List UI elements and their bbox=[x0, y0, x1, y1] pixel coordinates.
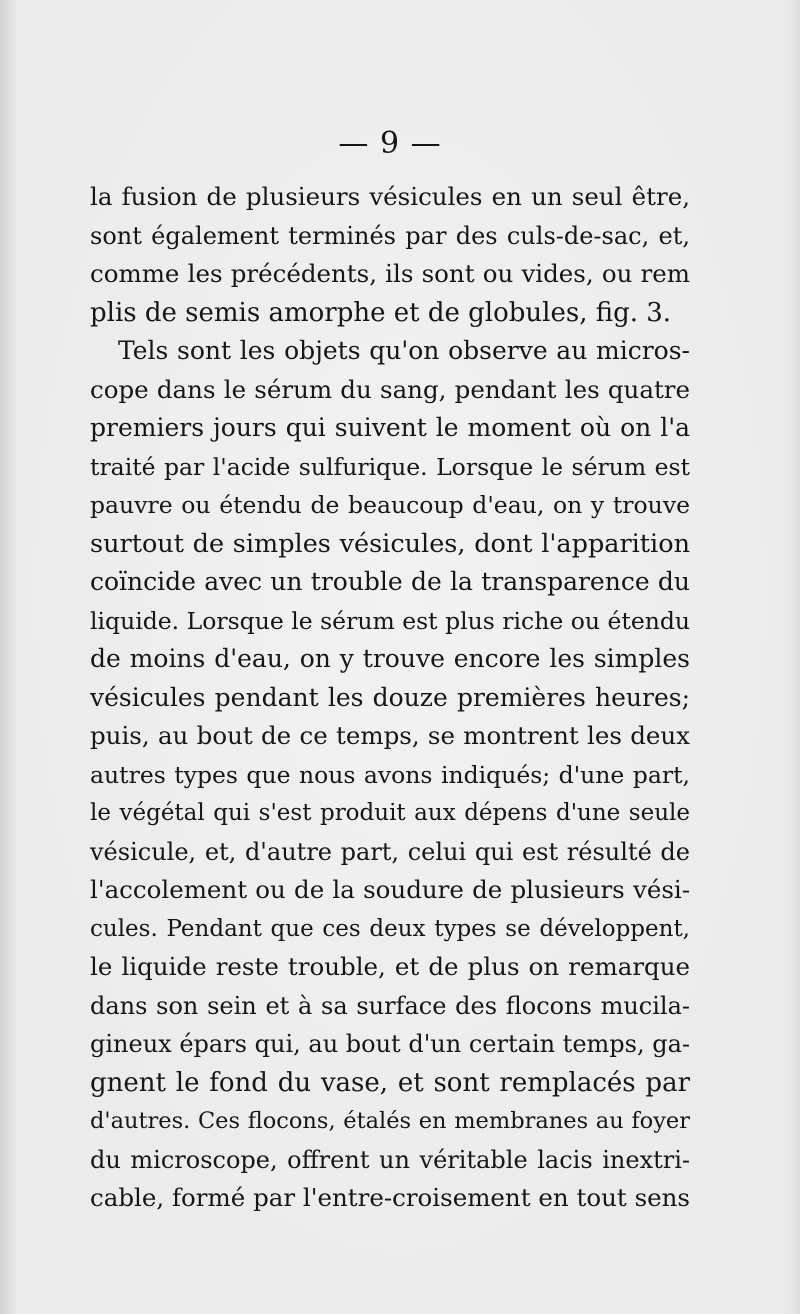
text-line: comme les précédents, ils sont ou vides, ou rem bbox=[90, 259, 690, 288]
text-line: premiers jours qui suivent le moment où on l'a bbox=[90, 413, 690, 442]
text-line: du microscope, offrent un véritable lacis inextri- bbox=[90, 1145, 690, 1174]
text-line-paragraph-start: Tels sont les objets qu'on observe au micros- bbox=[118, 336, 690, 365]
text-line: traité par l'acide sulfurique. Lorsque le sérum est bbox=[90, 452, 690, 481]
text-line: dans son sein et à sa surface des flocons mucila- bbox=[90, 991, 690, 1020]
text-line: cope dans le sérum du sang, pendant les quatre bbox=[90, 374, 690, 404]
text-line: le végétal qui s'est produit aux dépens d'une seule bbox=[90, 800, 690, 826]
text-line: puis, au bout de ce temps, se montrent les deux bbox=[90, 721, 690, 750]
text-line: surtout de simples vésicules, dont l'apparition bbox=[90, 528, 690, 559]
text-line: coïncide avec un trouble de la transparence du bbox=[90, 567, 690, 596]
text-line: la fusion de plusieurs vésicules en un seul être, bbox=[90, 182, 690, 211]
text-line: cable, formé par l'entre-croisement en tout sens bbox=[90, 1183, 690, 1212]
text-line: autres types que nous avons indiqués; d'une part, bbox=[90, 760, 690, 789]
text-line: vésicule, et, d'autre part, celui qui est résulté de bbox=[90, 837, 690, 866]
body-text bbox=[90, 178, 690, 1218]
page-number: — 9 — bbox=[338, 126, 442, 161]
text-line: de moins d'eau, on y trouve encore les simples bbox=[90, 644, 690, 673]
text-line: gnent le fond du vase, et sont remplacés par bbox=[90, 1067, 690, 1098]
text-line: gineux épars qui, au bout d'un certain temps, ga- bbox=[90, 1030, 690, 1058]
text-line: liquide. Lorsque le sérum est plus riche ou étendu bbox=[90, 606, 691, 635]
text-line: pauvre ou étendu de beaucoup d'eau, on y trouve bbox=[90, 491, 690, 519]
text-line: d'autres. Ces flocons, étalés en membranes au foyer bbox=[90, 1108, 690, 1134]
text-line: vésicules pendant les douze premières heures; bbox=[90, 682, 690, 712]
text-line: cules. Pendant que ces deux types se développent, bbox=[90, 915, 690, 942]
text-line: l'accolement ou de la soudure de plusieurs vési- bbox=[90, 875, 690, 904]
text-line: le liquide reste trouble, et de plus on remarque bbox=[90, 952, 690, 981]
text-line: sont également terminés par des culs-de-sac, et, bbox=[90, 221, 690, 250]
text-line: plis de semis amorphe et de globules, fig. 3. bbox=[90, 297, 672, 328]
